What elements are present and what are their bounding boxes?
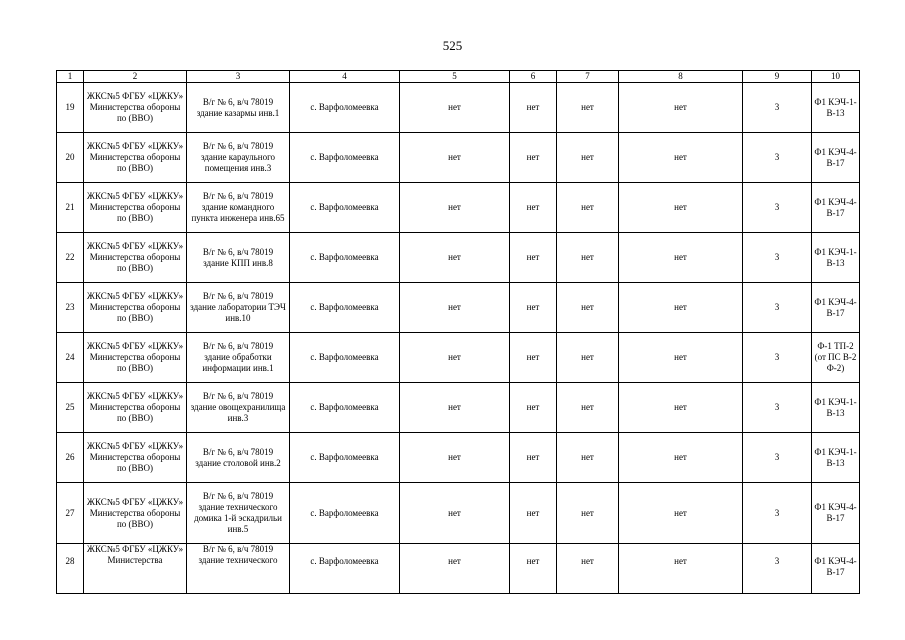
row-number-cell: 23 — [57, 283, 84, 333]
col7-cell: нет — [557, 383, 619, 433]
col5-cell: нет — [400, 433, 510, 483]
column-header: 8 — [619, 71, 743, 83]
page-number: 525 — [442, 38, 463, 53]
table-row — [57, 383, 860, 433]
col8-cell: нет — [619, 83, 743, 133]
table-row — [57, 133, 860, 183]
col7-cell: нет — [557, 133, 619, 183]
col6-cell: нет — [510, 233, 557, 283]
object-cell: В/г № 6, в/ч 78019 здание лаборатории ТЭЧ инв.10 — [187, 283, 290, 333]
settlement-cell: с. Варфоломеевка — [290, 483, 400, 544]
object-cell: В/г № 6, в/ч 78019 здание КПП инв.8 — [187, 233, 290, 283]
settlement-cell: с. Варфоломеевка — [290, 544, 400, 594]
table-row — [57, 183, 860, 233]
row-number-cell: 25 — [57, 383, 84, 433]
feeder-cell: Ф1 КЭЧ-1-В-13 — [812, 233, 860, 283]
col6-cell: нет — [510, 133, 557, 183]
object-cell: В/г № 6, в/ч 78019 здание технического домика 1-й эскадрильи инв.5 — [187, 483, 290, 544]
organization-cell: ЖКС№5 ФГБУ «ЦЖКУ» Министерства обороны по (ВВО) — [84, 433, 187, 483]
column-header: 10 — [812, 71, 860, 83]
column-header: 3 — [187, 71, 290, 83]
col8-cell: нет — [619, 544, 743, 594]
organization-cell: ЖКС№5 ФГБУ «ЦЖКУ» Министерства обороны по (ВВО) — [84, 383, 187, 433]
category-cell: 3 — [743, 544, 812, 594]
category-cell: 3 — [743, 383, 812, 433]
col6-cell: нет — [510, 544, 557, 594]
col7-cell: нет — [557, 183, 619, 233]
feeder-cell: Ф1 КЭЧ-4-В-17 — [812, 544, 860, 594]
settlement-cell: с. Варфоломеевка — [290, 433, 400, 483]
col5-cell: нет — [400, 233, 510, 283]
col8-cell: нет — [619, 433, 743, 483]
object-cell: В/г № 6, в/ч 78019 здание казармы инв.1 — [187, 83, 290, 133]
settlement-cell: с. Варфоломеевка — [290, 233, 400, 283]
col7-cell: нет — [557, 544, 619, 594]
object-cell: В/г № 6, в/ч 78019 здание технического — [187, 544, 290, 594]
column-header: 7 — [557, 71, 619, 83]
col8-cell: нет — [619, 133, 743, 183]
col8-cell: нет — [619, 383, 743, 433]
column-header: 4 — [290, 71, 400, 83]
col8-cell: нет — [619, 183, 743, 233]
col8-cell: нет — [619, 483, 743, 544]
row-number-cell: 24 — [57, 333, 84, 383]
row-number-cell: 22 — [57, 233, 84, 283]
object-cell: В/г № 6, в/ч 78019 здание столовой инв.2 — [187, 433, 290, 483]
col5-cell: нет — [400, 333, 510, 383]
col7-cell: нет — [557, 333, 619, 383]
feeder-cell: Ф1 КЭЧ-1-В-13 — [812, 383, 860, 433]
settlement-cell: с. Варфоломеевка — [290, 383, 400, 433]
organization-cell: ЖКС№5 ФГБУ «ЦЖКУ» Министерства обороны по (ВВО) — [84, 283, 187, 333]
table-row — [57, 83, 860, 133]
table-row — [57, 483, 860, 544]
settlement-cell: с. Варфоломеевка — [290, 283, 400, 333]
column-header: 1 — [57, 71, 84, 83]
table-row — [57, 333, 860, 383]
col7-cell: нет — [557, 283, 619, 333]
col7-cell: нет — [557, 483, 619, 544]
col6-cell: нет — [510, 333, 557, 383]
category-cell: 3 — [743, 283, 812, 333]
col6-cell: нет — [510, 83, 557, 133]
row-number-cell: 28 — [57, 544, 84, 594]
organization-cell: ЖКС№5 ФГБУ «ЦЖКУ» Министерства обороны по (ВВО) — [84, 483, 187, 544]
column-header: 2 — [84, 71, 187, 83]
category-cell: 3 — [743, 233, 812, 283]
row-number-cell: 27 — [57, 483, 84, 544]
row-number-cell: 21 — [57, 183, 84, 233]
feeder-cell: Ф1 КЭЧ-4-В-17 — [812, 283, 860, 333]
feeder-cell: Ф1 КЭЧ-1-В-13 — [812, 433, 860, 483]
object-cell: В/г № 6, в/ч 78019 здание овощехранилища инв.3 — [187, 383, 290, 433]
organization-cell: ЖКС№5 ФГБУ «ЦЖКУ» Министерства обороны по (ВВО) — [84, 83, 187, 133]
column-header: 6 — [510, 71, 557, 83]
organization-cell: ЖКС№5 ФГБУ «ЦЖКУ» Министерства — [84, 544, 187, 594]
organization-cell: ЖКС№5 ФГБУ «ЦЖКУ» Министерства обороны по (ВВО) — [84, 183, 187, 233]
col5-cell: нет — [400, 83, 510, 133]
col8-cell: нет — [619, 333, 743, 383]
col8-cell: нет — [619, 283, 743, 333]
col6-cell: нет — [510, 483, 557, 544]
column-number-row — [57, 71, 860, 83]
category-cell: 3 — [743, 133, 812, 183]
settlement-cell: с. Варфоломеевка — [290, 183, 400, 233]
col8-cell: нет — [619, 233, 743, 283]
col7-cell: нет — [557, 83, 619, 133]
column-header: 9 — [743, 71, 812, 83]
col6-cell: нет — [510, 283, 557, 333]
col5-cell: нет — [400, 183, 510, 233]
row-number-cell: 20 — [57, 133, 84, 183]
feeder-cell: Ф1 КЭЧ-4-В-17 — [812, 483, 860, 544]
table-row — [57, 544, 860, 594]
col6-cell: нет — [510, 433, 557, 483]
organization-cell: ЖКС№5 ФГБУ «ЦЖКУ» Министерства обороны по (ВВО) — [84, 133, 187, 183]
row-number-cell: 26 — [57, 433, 84, 483]
table-row — [57, 233, 860, 283]
register-table — [56, 70, 860, 594]
category-cell: 3 — [743, 333, 812, 383]
col5-cell: нет — [400, 383, 510, 433]
settlement-cell: с. Варфоломеевка — [290, 83, 400, 133]
feeder-cell: Ф-1 ТП-2 (от ПС В-2 Ф-2) — [812, 333, 860, 383]
col6-cell: нет — [510, 183, 557, 233]
category-cell: 3 — [743, 183, 812, 233]
col5-cell: нет — [400, 483, 510, 544]
feeder-cell: Ф1 КЭЧ-4-В-17 — [812, 183, 860, 233]
settlement-cell: с. Варфоломеевка — [290, 333, 400, 383]
feeder-cell: Ф1 КЭЧ-4-В-17 — [812, 133, 860, 183]
object-cell: В/г № 6, в/ч 78019 здание командного пункта инженера инв.65 — [187, 183, 290, 233]
row-number-cell: 19 — [57, 83, 84, 133]
category-cell: 3 — [743, 433, 812, 483]
object-cell: В/г № 6, в/ч 78019 здание обработки информации инв.1 — [187, 333, 290, 383]
organization-cell: ЖКС№5 ФГБУ «ЦЖКУ» Министерства обороны по (ВВО) — [84, 333, 187, 383]
col5-cell: нет — [400, 133, 510, 183]
object-cell: В/г № 6, в/ч 78019 здание караульного помещения инв.3 — [187, 133, 290, 183]
col5-cell: нет — [400, 544, 510, 594]
feeder-cell: Ф1 КЭЧ-1-В-13 — [812, 83, 860, 133]
settlement-cell: с. Варфоломеевка — [290, 133, 400, 183]
col5-cell: нет — [400, 283, 510, 333]
organization-cell: ЖКС№5 ФГБУ «ЦЖКУ» Министерства обороны по (ВВО) — [84, 233, 187, 283]
col7-cell: нет — [557, 433, 619, 483]
col6-cell: нет — [510, 383, 557, 433]
column-header: 5 — [400, 71, 510, 83]
col7-cell: нет — [557, 233, 619, 283]
table-row — [57, 283, 860, 333]
category-cell: 3 — [743, 483, 812, 544]
table-row — [57, 433, 860, 483]
category-cell: 3 — [743, 83, 812, 133]
